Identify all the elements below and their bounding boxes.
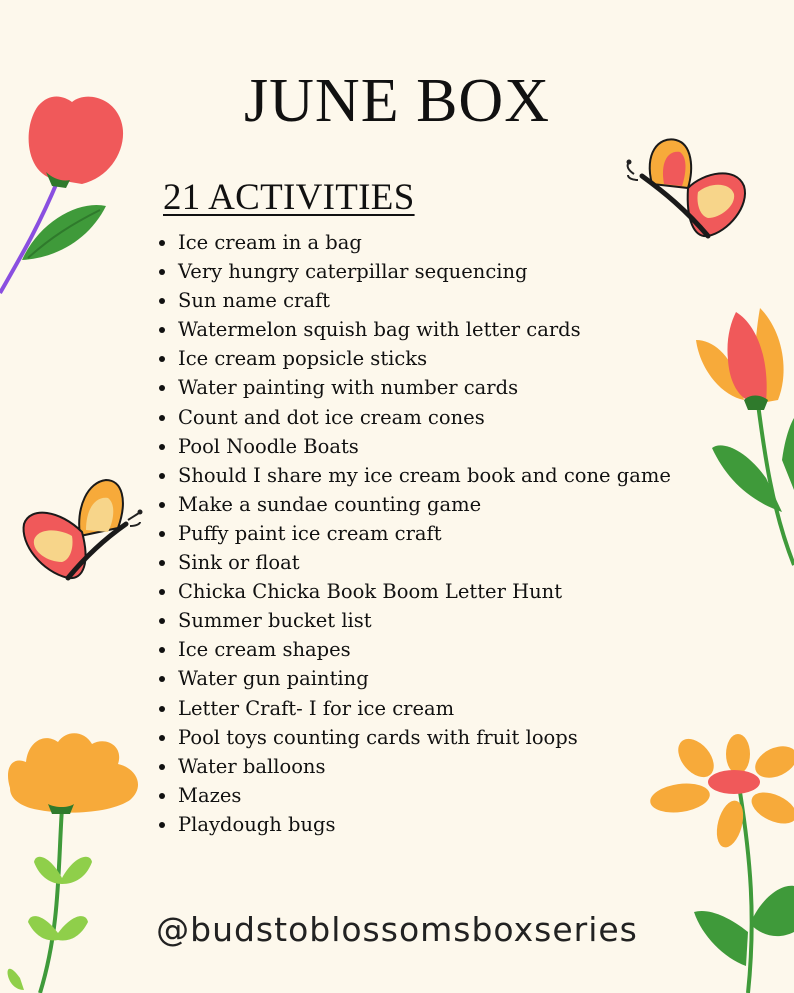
list-item: Sink or float: [156, 548, 671, 577]
list-item: Water painting with number cards: [156, 373, 671, 402]
list-item: Mazes: [156, 781, 671, 810]
list-item: Count and dot ice cream cones: [156, 403, 671, 432]
list-item: Pool toys counting cards with fruit loops: [156, 723, 671, 752]
orange-flower-icon: [0, 728, 150, 993]
list-item: Chicka Chicka Book Boom Letter Hunt: [156, 577, 671, 606]
list-item: Letter Craft- I for ice cream: [156, 694, 671, 723]
butterfly-icon: [20, 476, 144, 586]
list-item: Watermelon squish bag with letter cards: [156, 315, 671, 344]
list-item: Sun name craft: [156, 286, 671, 315]
list-item: Should I share my ice cream book and cone game: [156, 461, 671, 490]
list-item: Playdough bugs: [156, 810, 671, 839]
list-item: Puffy paint ice cream craft: [156, 519, 671, 548]
list-item: Make a sundae counting game: [156, 490, 671, 519]
list-item: Very hungry caterpillar sequencing: [156, 257, 671, 286]
list-item: Pool Noodle Boats: [156, 432, 671, 461]
list-item: Ice cream in a bag: [156, 228, 671, 257]
butterfly-icon: [624, 132, 749, 242]
list-item: Summer bucket list: [156, 606, 671, 635]
page-title: JUNE BOX: [244, 67, 550, 135]
list-item: Ice cream shapes: [156, 635, 671, 664]
activity-list: [156, 228, 671, 839]
social-handle: @budstoblossomsboxseries: [156, 910, 638, 949]
list-item: Water gun painting: [156, 664, 671, 693]
activities-count-heading: 21 ACTIVITIES: [163, 177, 415, 218]
list-item: Water balloons: [156, 752, 671, 781]
list-item: Ice cream popsicle sticks: [156, 344, 671, 373]
tulip-icon: [686, 300, 794, 570]
